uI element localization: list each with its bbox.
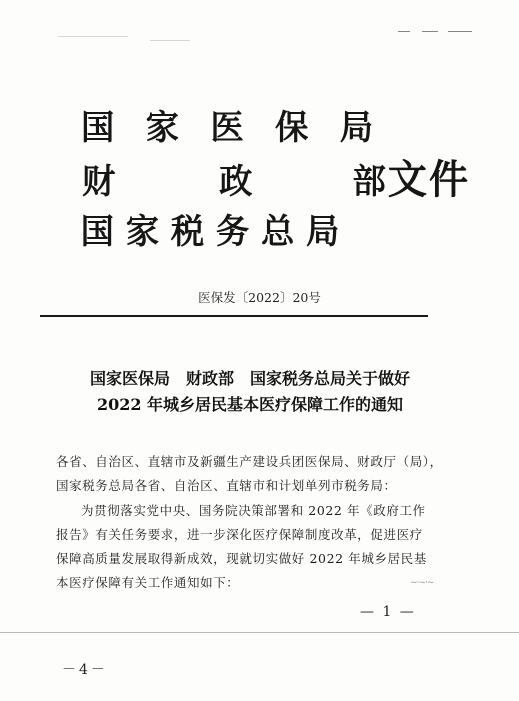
- recipients-line-2: 国家税务总局各省、自治区、直辖市和计划单列市税务局：: [56, 478, 397, 493]
- scan-artifact: [58, 36, 128, 37]
- paragraph-line-4: 本医疗保障有关工作通知如下：: [56, 575, 240, 590]
- issuer-sta: 国 家 税 务 总 局: [80, 212, 342, 252]
- document-number: 医保发〔2022〕20号: [198, 290, 321, 305]
- handwritten-mark: ~·~·~: [410, 578, 434, 588]
- recipients-line-1: 各省、自治区、直辖市及新疆生产建设兵团医保局、财政厅（局），: [56, 454, 443, 469]
- paragraph-line-1: 为贯彻落实党中央、国务院决策部署和 2022 年《政府工作: [81, 503, 426, 518]
- scan-artifact: [150, 40, 190, 41]
- paragraph-line-2: 报告》有关任务要求，进一步深化医疗保障制度改革，促进医疗: [56, 527, 423, 542]
- header-rule: [40, 315, 428, 317]
- inner-page-number: — 1 —: [360, 604, 416, 620]
- scan-artifact: [448, 31, 472, 32]
- outer-page-number: －4－: [62, 662, 108, 678]
- scan-artifact: [422, 31, 438, 32]
- document-suffix: 文件: [387, 156, 471, 203]
- title-line-2: 2022 年城乡居民基本医疗保障工作的通知: [96, 395, 404, 414]
- paragraph-line-3: 保障高质量发展取得新成效，现就切实做好 2022 年城乡居民基: [56, 551, 427, 566]
- page-boundary-line: [0, 632, 519, 633]
- title-line-1: 国家医保局 财政部 国家税务总局关于做好: [89, 369, 410, 388]
- issuer-mof: 财 政 部文件: [81, 156, 471, 203]
- issuer-nhsa: 国 家 医 保 局: [81, 108, 375, 148]
- scan-artifact: [398, 31, 410, 32]
